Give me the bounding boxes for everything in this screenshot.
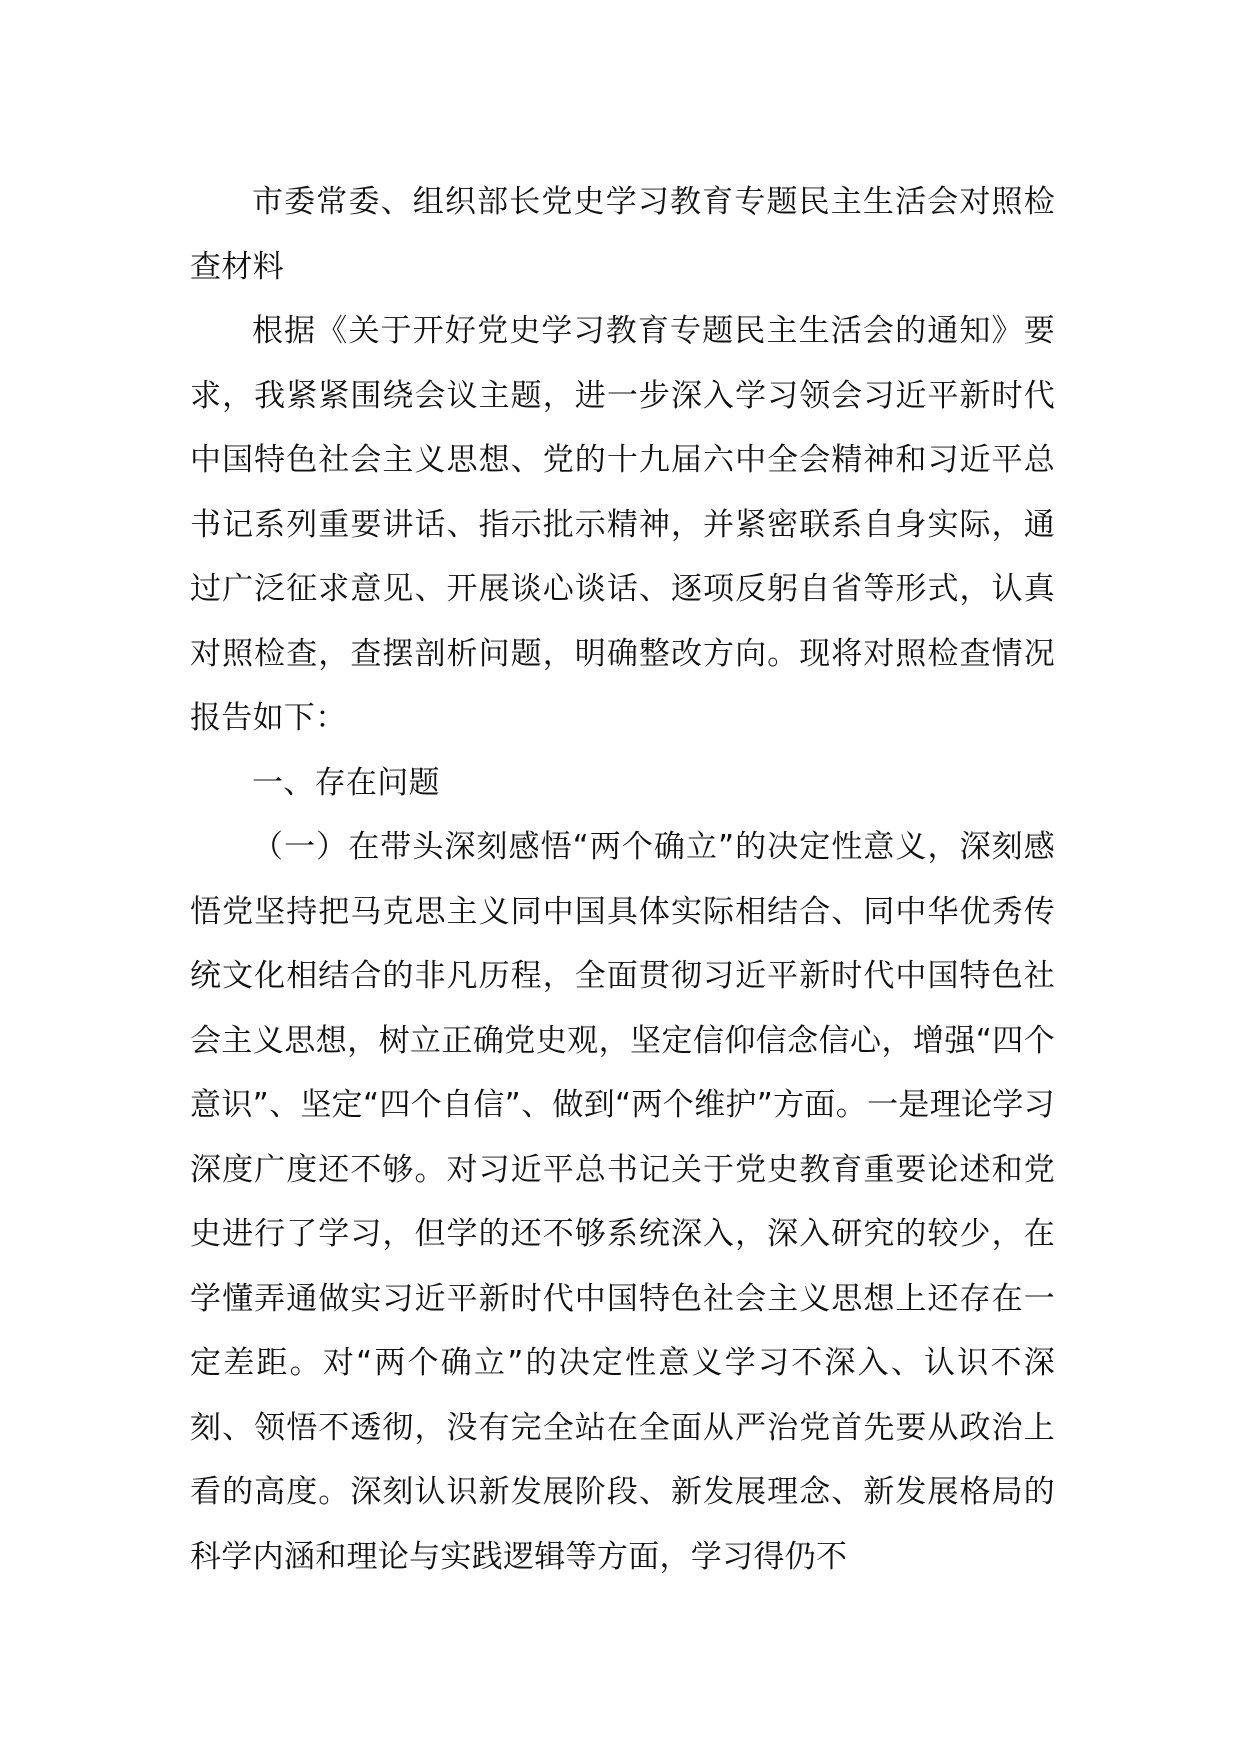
- document-title: 市委常委、组织部长党史学习教育专题民主生活会对照检查材料: [190, 184, 1055, 285]
- subsection-paragraph: （一）在带头深刻感悟“两个确立”的决定性意义，深刻感悟党坚持把马克思主义同中国具体实际相结合、同中华优秀传统文化相结合的非凡历程，全面贯彻习近平新时代中国特色社会主义思想，树立正确党史观，坚定信仰信念信心，增强“四个意识”、坚定“四个自信”、做到“两个维护”方面。一是理论学习深度广度还不够。对习近平总书记关于党史教育重要论述和党史进行了学习，但学的还不够系统深入，深入研究的较少，在学懂弄通做实习近平新时代中国特色社会主义思想上还存在一定差距。对“两个确立”的决定性意义学习不深入、认识不深刻、领悟不透彻，没有完全站在全面从严治党首先要从政治上看的高度。深刻认识新发展阶段、新发展理念、新发展格局的科学内涵和理论与实践逻辑等方面，学习得仍不: [190, 829, 1055, 1575]
- section-heading: 一、存在问题: [252, 764, 440, 801]
- intro-paragraph: 根据《关于开好党史学习教育专题民主生活会的通知》要求，我紧紧围绕会议主题，进一步深入学习领会习近平新时代中国特色社会主义思想、党的十九届六中全会精神和习近平总书记系列重要讲话、指示批示精神，并紧密联系自身实际，通过广泛征求意见、开展谈心谈话、逐项反躬自省等形式，认真对照检查，查摆剖析问题，明确整改方向。现将对照检查情况报告如下：: [190, 313, 1055, 736]
